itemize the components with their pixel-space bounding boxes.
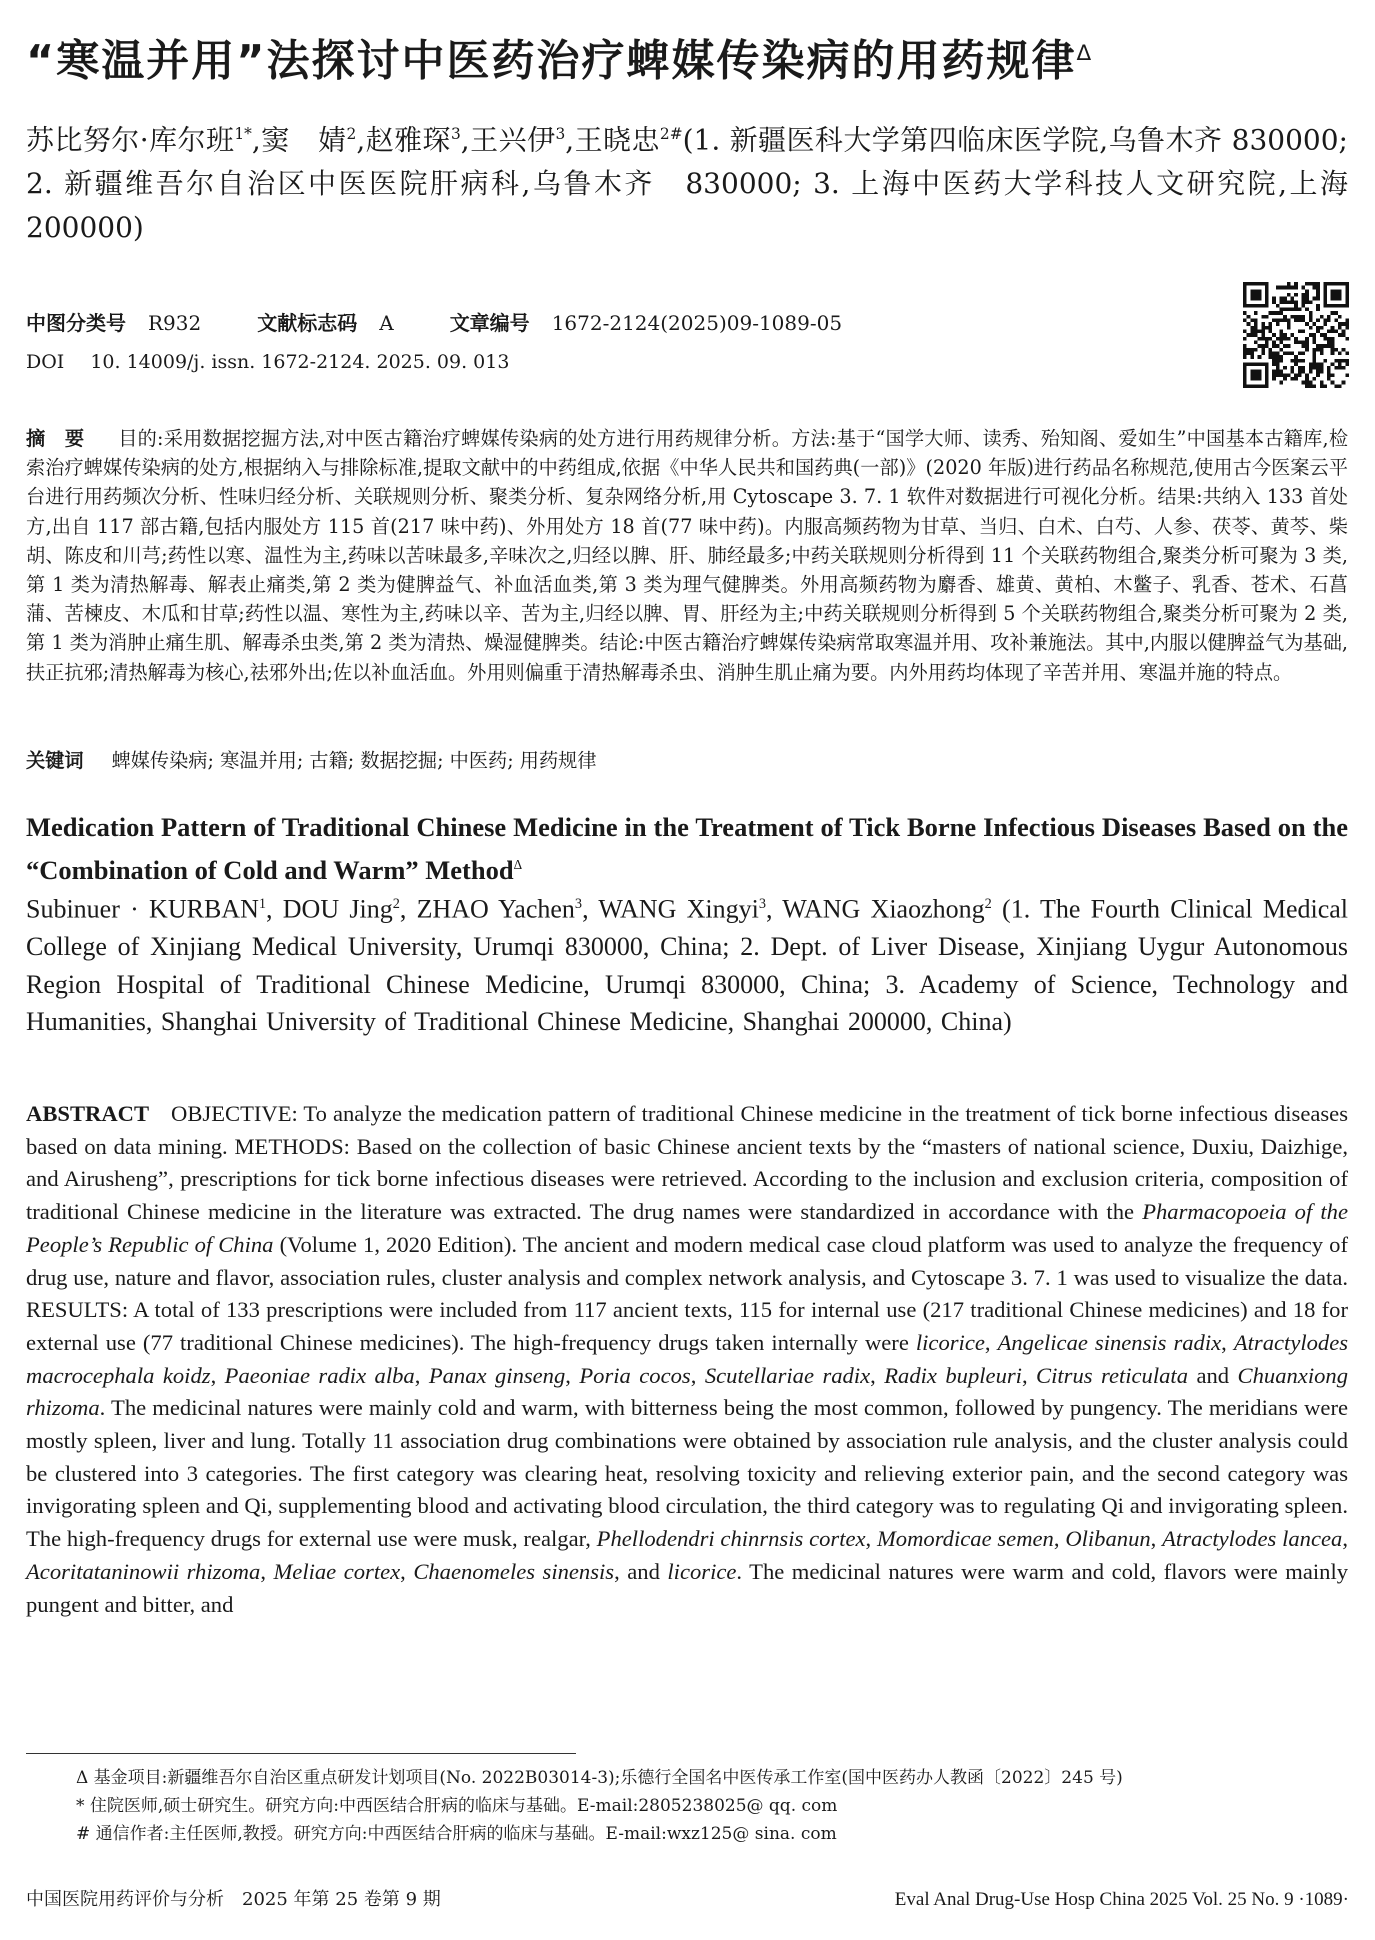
author-name: Subinuer · KURBAN bbox=[26, 894, 259, 924]
article-no-value: 1672-2124(2025)09-1089-05 bbox=[551, 311, 843, 335]
english-abstract-label: ABSTRACT bbox=[26, 1101, 150, 1126]
chinese-abstract-label: 摘 要 bbox=[26, 427, 85, 450]
author-name: 赵雅琛 bbox=[365, 123, 451, 157]
english-title: Medication Pattern of Traditional Chinese Medicine in the Treatment of Tick Borne Infectious Diseases Based on the “Combination of Cold and Warm” Method$^\Delta$ bbox=[26, 812, 1348, 885]
journal-footer-cn: 中国医院用药评价与分析 2025 年第 25 卷第 9 期 bbox=[26, 1889, 441, 1910]
doc-code-label: 文献标志码 bbox=[257, 311, 358, 335]
clc-value: R932 bbox=[148, 311, 202, 335]
doi-label: DOI bbox=[26, 351, 65, 373]
footnote-funding: Δ 基金项目:新疆维吾尔自治区重点研发计划项目(No. 2022B03014-3);乐德行全国名中医传承工作室(国中医药办人教函〔2022〕245 号) bbox=[76, 1768, 1123, 1788]
footnote-first-author: * 住院医师,硕士研究生。研究方向:中西医结合肝病的临床与基础。E-mail:2805238025@ qq. com bbox=[76, 1796, 838, 1816]
article-no-label: 文章编号 bbox=[449, 311, 530, 335]
english-abstract: ABSTRACT OBJECTIVE: To analyze the medication pattern of traditional Chinese medicine in the treatment of tick borne infectious diseases based on data mining. METHODS: Based on the collection of basic Chinese ancient texts by the “masters of national science, Duxiu, Daizhige, and Airusheng”, prescriptions for tick borne infectious diseases were retrieved. According to the inclusion and exclusion criteria, composition of traditional Chinese medicine in the literature was extracted. The drug names were standardized in accordance with the Pharmacopoeia of the People’s Republic of China (Volume 1, 2020 Edition). The ancient and modern medical case cloud platform was used to analyze the frequency of drug use, nature and flavor, association rules, cluster analysis and complex network analysis, and Cytoscape 3. 7. 1 was used to visualize the data. RESULTS: A total of 133 prescriptions were included from 117 ancient texts, 115 for internal use (217 traditional Chinese medicines) and 18 for external use (77 traditional Chinese medicines). The high-frequency drugs taken internally were licorice, Angelicae sinensis radix, Atractylodes macrocephala koidz, Paeoniae radix alba, Panax ginseng, Poria cocos, Scutellariae radix, Radix bupleuri, Citrus reticulata and Chuanxiong rhizoma. The medicinal natures were mainly cold and warm, with bitterness being the most common, followed by pungency. The meridians were mostly spleen, liver and lung. Totally 11 association drug combinations were obtained by association rule analysis, and the cluster analysis could be clustered into 3 categories. The first category was clearing heat, resolving toxicity and relieving exterior pain, and the second category was invigorating spleen and Qi, supplementing blood and activating blood circulation, the third category was to regulating Qi and invigorating spleen. The high-frequency drugs for external use were musk, realgar, Phellodendri chinrnsis cortex, Momordicae semen, Olibanun, Atractylodes lancea, Acoritataninowii rhizoma, Meliae cortex, Chaenomeles sinensis, and licorice. The medicinal natures were warm and cold, flavors were mainly pungent and bitter, and bbox=[26, 1101, 1349, 1617]
keywords-label: 关键词 bbox=[26, 749, 84, 772]
author-name: 王兴伊 bbox=[469, 123, 556, 157]
clc-label: 中图分类号 bbox=[26, 311, 126, 335]
chinese-authors: 苏比努尔·库尔班$^{1*}$,窦 婧$^2$,赵雅琛$^3$,王兴伊$^3$,王晓忠$^{2\#}$(1. 新疆医科大学第四临床医学院,乌鲁木齐 830000; 2. 新疆维吾尔自治区中医医院肝病科,乌鲁木齐 830000; 3. 上海中医药大学科技人文研究院,上海 200000) bbox=[26, 123, 1348, 245]
author-name: DOU Jing bbox=[282, 894, 393, 924]
english-affiliations: (1. The Fourth Clinical Medical College of Xinjiang Medical University, Urumqi 830000, China; 2. Dept. of Liver Disease, Xinjiang Uygur Autonomous Region Hospital of Traditional Chinese Medicine, Urumqi 830000, China; 3. Academy of Science, Technology and Humanities, Shanghai University of Traditional Chinese Medicine, Shanghai 200000, China) bbox=[26, 894, 1349, 1037]
doi-value: 10. 14009/j. issn. 1672-2124. 2025. 09. 013 bbox=[90, 351, 510, 373]
author-name: WANG Xingyi bbox=[598, 894, 759, 924]
doc-code-value: A bbox=[379, 311, 394, 335]
chinese-abstract-text: 目的:采用数据挖掘方法,对中医古籍治疗蜱媒传染病的处方进行用药规律分析。方法:基于“国学大师、读秀、殆知阁、爱如生”中国基本古籍库,检索治疗蜱媒传染病的处方,根据纳入与排除标准,提取文献中的中药组成,依据《中华人民共和国药典(一部)》(2020 年版)进行药品名称规范,使用古今医案云平台进行用药频次分析、性味归经分析、关联规则分析、聚类分析、复杂网络分析,用 Cytoscape 3. 7. 1 软件对数据进行可视化分析。结果:共纳入 133 首处方,出自 117 部古籍,包括内服处方 115 首(217 味中药)、外用处方 18 首(77 味中药)。内服高频药物为甘草、当归、白术、白芍、人参、茯苓、黄芩、柴胡、陈皮和川芎;药性以寒、温性为主,药味以苦味最多,辛味次之,归经以脾、肝、肺经最多;中药关联规则分析得到 11 个关联药物组合,聚类分析可聚为 3 类,第 1 类为清热解毒、解表止痛类,第 2 类为健脾益气、补血活血类,第 3 类为理气健脾类。外用高频药物为麝香、雄黄、黄柏、木鳖子、乳香、苍术、石菖蒲、苦楝皮、木瓜和甘草;药性以温、寒性为主,药味以辛、苦为主,归经以脾、胃、肝经为主;中药关联规则分析得到 5 个关联药物组合,聚类分析可聚为 2 类,第 1 类为消肿止痛生肌、解毒杀虫类,第 2 类为清热、燥湿健脾类。结论:中医古籍治疗蜱媒传染病常取寒温并用、攻补兼施法。其中,内服以健脾益气为基础,扶正抗邪;清热解毒为核心,祛邪外出;佐以补血活血。外用则偏重于清热解毒杀虫、消肿生肌止痛为要。内外用药均体现了辛苦并用、寒温并施的特点。 bbox=[26, 427, 1349, 684]
footnotes bbox=[26, 1764, 1348, 1848]
qr-code-icon bbox=[1243, 282, 1349, 388]
english-authors: Subinuer · $KURBAN^1$, DOU Jing$^2$, ZHAO Yachen$^3$, WANG Xingyi$^3$, WANG Xiaozhong$^2$ (1. The Fourth Clinical Medical College of Xinjiang Medical University, Urumqi 830000, China; 2. Dept. of Liver Disease, Xinjiang Uygur Autonomous Region Hospital of Traditional Chinese Medicine, Urumqi 830000, China; 3. Academy of Science, Technology and Humanities, Shanghai University of Traditional Chinese Medicine, Shanghai 200000, China) bbox=[26, 894, 1349, 1037]
footnote-divider bbox=[26, 1753, 576, 1754]
doi-row bbox=[26, 348, 509, 376]
chinese-keywords bbox=[26, 746, 1348, 775]
author-name: 王晓忠 bbox=[574, 123, 660, 157]
chinese-title: “寒温并用”法探讨中医药治疗蜱媒传染病的用药规律$^\Delta$ bbox=[26, 36, 1094, 87]
author-name: ZHAO Yachen bbox=[416, 894, 575, 924]
author-name: WANG Xiaozhong bbox=[782, 894, 985, 924]
classification-row bbox=[26, 309, 1226, 337]
chinese-affiliations: (1. 新疆医科大学第四临床医学院,乌鲁木齐 830000; 2. 新疆维吾尔自治区中医医院肝病科,乌鲁木齐 830000; 3. 上海中医药大学科技人文研究院,上海 200000) bbox=[26, 123, 1348, 245]
chinese-abstract bbox=[26, 424, 1348, 687]
journal-footer-en: Eval Anal Drug-Use Hosp China 2025 Vol. 25 No. 9 ·1089· bbox=[894, 1889, 1349, 1910]
author-name: 窦 婧 bbox=[260, 123, 347, 157]
footnote-corresponding-author: # 通信作者:主任医师,教授。研究方向:中西医结合肝病的临床与基础。E-mail:wxz125@ sina. com bbox=[76, 1824, 837, 1844]
keywords-text: 蜱媒传染病; 寒温并用; 古籍; 数据挖掘; 中医药; 用药规律 bbox=[111, 749, 597, 772]
author-name: 苏比努尔·库尔班 bbox=[26, 123, 235, 157]
pharmacopoeia-title: Pharmacopoeia of the People’s Republic of China bbox=[26, 1199, 1348, 1257]
